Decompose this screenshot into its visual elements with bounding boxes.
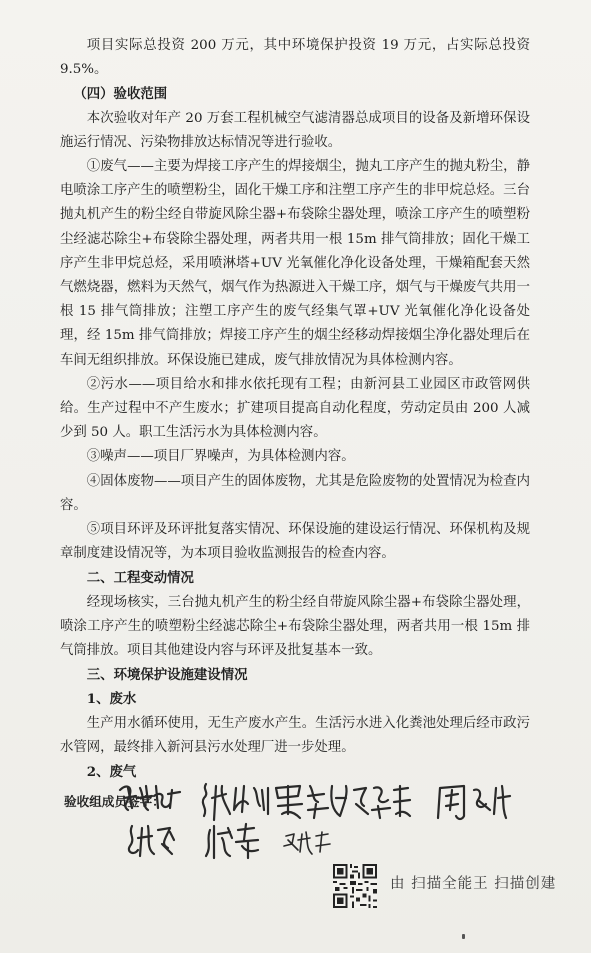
paragraph: ②污水——项目给水和排水依托现有工程；由新河县工业园区市政管网供给。生产过程中不产生废水；扩建项目提高自动化程度，劳动定员由 200 人减少到 50 人。职工生活污水为具体检测内容。 (60, 376, 530, 441)
scanner-watermark-text: 由 扫描全能王 扫描创建 (390, 876, 557, 892)
signature-6 (206, 824, 258, 858)
paragraph: 项目实际总投资 200 万元，其中环境保护投资 19 万元，占实际总投资 9.5%。 (60, 38, 530, 78)
paragraph: ①废气——主要为焊接工序产生的焊接烟尘，抛丸工序产生的抛丸粉尘，静电喷涂工序产生的喷塑粉尘，固化干燥工序和注塑工序产生的非甲烷总烃。三台抛丸机产生的粉尘经自带旋风除尘器+布袋除尘器处理，喷涂工序产生的喷塑粉尘经滤芯除尘+布袋除尘器处理，两者共用一根 15m 排气筒排放；固化干燥工序产生非甲烷总烃，采用喷淋塔+UV 光氧催化净化设备处理，干燥箱配套天然气燃烧器，燃料为天然气，烟气作为热源进入干燥工序，烟气与干燥废气共用一根 15 排气筒排放；注塑工序产生的废气经集气罩+UV 光氧催化净化设备处理，经 15m 排气筒排放；焊接工序产生的烟尘经移动焊接烟尘净化器处理后在车间无组织排放。环保设施已建成，废气排放情况为具体检测内容。 (60, 159, 530, 368)
paragraph: （四）验收范围 (73, 86, 168, 103)
paragraph: 1、废水 (86, 691, 137, 708)
signature-2 (203, 784, 268, 820)
paragraph: 经现场核实，三台抛丸机产生的粉尘经自带旋风除尘器+布袋除尘器处理，喷涂工序产生的喷塑粉尘经滤芯除尘+布袋除尘器处理，两者共用一根 15m 排气筒排放。项目其他建设内容与环评及批复基本一致。 (60, 594, 530, 659)
paragraph: ③噪声——项目厂界噪声，为具体检测内容。 (86, 449, 355, 465)
scan-speck (462, 934, 465, 939)
paragraph: 生产用水循环使用，无生产废水产生。生活污水进入化粪池处理后经市政污水管网，最终排入新河县污水处理厂进一步处理。 (60, 715, 530, 755)
handwritten-signatures (118, 780, 518, 865)
paragraph: 三、环境保护设施建设情况 (86, 667, 248, 684)
signature-label: 验收组成员签字： (64, 794, 165, 809)
signature-1 (120, 786, 180, 810)
signature-5 (129, 826, 174, 856)
paragraph: 二、工程变动情况 (86, 570, 194, 587)
signature-4 (438, 786, 510, 819)
document-body (60, 34, 530, 784)
paragraph: ④固体废物——项目产生的固体废物，尤其是危险废物的处置情况为检查内容。 (60, 473, 530, 513)
signature-3 (276, 786, 410, 818)
qr-code-icon (333, 864, 377, 908)
paragraph: 本次验收对年产 20 万套工程机械空气滤清器总成项目的设备及新增环保设施运行情况、污染物排放达标情况等进行验收。 (60, 110, 530, 150)
paragraph: ⑤项目环评及环评批复落实情况、环保设施的建设运行情况、环保机构及规章制度建设情况等，为本项目验收监测报告的检查内容。 (60, 522, 530, 562)
signature-7 (284, 832, 330, 854)
paragraph: 2、废气 (86, 764, 137, 781)
